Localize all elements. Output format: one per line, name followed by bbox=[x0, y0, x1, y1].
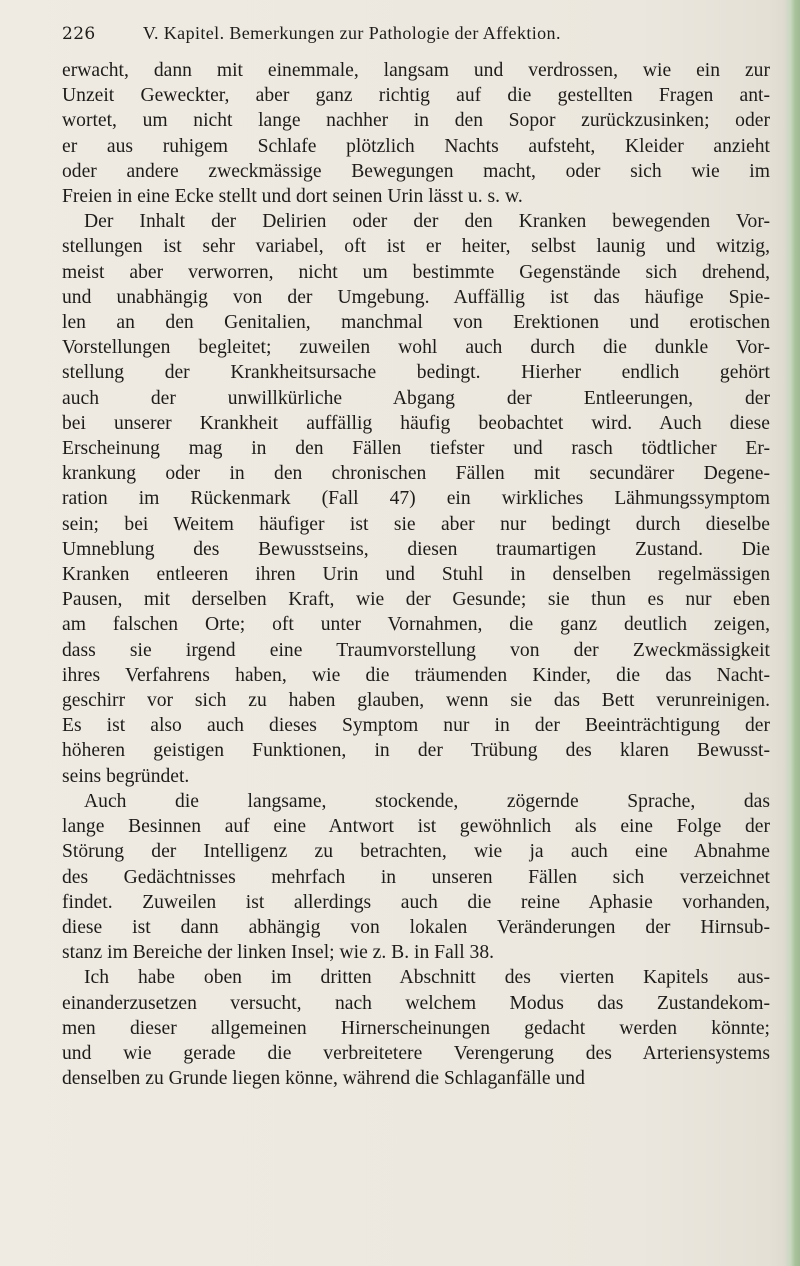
text-line: diese ist dann abhängig von lokalen Veränderungen der Hirnsub- bbox=[62, 916, 770, 938]
text-line: und wie gerade die verbreitetere Verengerung des Arteriensystems bbox=[62, 1042, 770, 1064]
text-line: men dieser allgemeinen Hirnerscheinungen gedacht werden könnte; bbox=[62, 1017, 770, 1039]
text-line: findet. Zuweilen ist allerdings auch die reine Aphasie vorhanden, bbox=[62, 891, 770, 913]
text-line: einanderzusetzen versucht, nach welchem Modus das Zustandekom- bbox=[62, 992, 770, 1014]
text-line: erwacht, dann mit einemmale, langsam und verdrossen, wie ein zur bbox=[62, 60, 770, 81]
paragraph bbox=[62, 209, 770, 789]
text-line: stanz im Bereiche der linken Insel; wie z. B. in Fall 38. bbox=[62, 942, 495, 964]
paragraph bbox=[62, 789, 770, 965]
page-number: 226 bbox=[62, 24, 96, 44]
text-line: Pausen, mit derselben Kraft, wie der Gesunde; sie thun es nur eben bbox=[62, 589, 770, 611]
text-line: Kranken entleeren ihren Urin und Stuhl in denselben regelmässigen bbox=[62, 564, 770, 586]
text-line: höheren geistigen Funktionen, in der Trübung des klaren Bewusst- bbox=[62, 740, 770, 762]
text-line: Auch die langsame, stockende, zögernde Sprache, das bbox=[84, 790, 770, 812]
text-line: ihres Verfahrens haben, wie die träumenden Kinder, die das Nacht- bbox=[62, 664, 770, 686]
paragraph bbox=[62, 58, 770, 209]
page-edge-shadow bbox=[784, 0, 800, 1266]
text-line: stellung der Krankheitsursache bedingt. Hierher endlich gehört bbox=[62, 362, 770, 384]
paragraph bbox=[62, 965, 770, 1091]
text-line: krankung oder in den chronischen Fällen mit secundärer Degene- bbox=[62, 463, 770, 485]
text-line: Störung der Intelligenz zu betrachten, wie ja auch eine Abnahme bbox=[62, 841, 770, 863]
text-line: und unabhängig von der Umgebung. Auffällig ist das häufige Spie- bbox=[62, 286, 770, 308]
text-line: Der Inhalt der Delirien oder der den Kranken bewegenden Vor- bbox=[84, 211, 770, 233]
text-line: bei unserer Krankheit auffällig häufig beobachtet wird. Auch diese bbox=[62, 412, 770, 434]
text-line: Unzeit Geweckter, aber ganz richtig auf die gestellten Fragen ant- bbox=[62, 85, 770, 107]
text-line: len an den Genitalien, manchmal von Erektionen und erotischen bbox=[62, 312, 770, 334]
text-line: auch der unwillkürliche Abgang der Entleerungen, der bbox=[62, 387, 770, 409]
text-line: dass sie irgend eine Traumvorstellung von der Zweckmässigkeit bbox=[62, 639, 770, 661]
text-line: seins begründet. bbox=[62, 765, 190, 787]
text-line: geschirr vor sich zu haben glauben, wenn sie das Bett verunreinigen. bbox=[62, 690, 770, 712]
text-line: lange Besinnen auf eine Antwort ist gewöhnlich als eine Folge der bbox=[62, 816, 770, 838]
text-line: ration im Rückenmark (Fall 47) ein wirkliches Lähmungssymptom bbox=[62, 488, 770, 510]
text-line: denselben zu Grunde liegen könne, während die Schlaganfälle und bbox=[62, 1068, 585, 1090]
text-line: wortet, um nicht lange nachher in den Sopor zurückzusinken; oder bbox=[62, 110, 770, 132]
text-line: Erscheinung mag in den Fällen tiefster und rasch tödtlicher Er- bbox=[62, 438, 770, 460]
page-header bbox=[62, 16, 762, 50]
text-line: Es ist also auch dieses Symptom nur in der Beeinträchtigung der bbox=[62, 715, 770, 737]
text-line: stellungen ist sehr variabel, oft ist er heiter, selbst launig und witzig, bbox=[62, 236, 770, 258]
running-title: V. Kapitel. Bemerkungen zur Pathologie der Affektion. bbox=[142, 23, 561, 43]
text-line: am falschen Orte; oft unter Vornahmen, die ganz deutlich zeigen, bbox=[62, 614, 770, 636]
text-line: er aus ruhigem Schlafe plötzlich Nachts aufsteht, Kleider anzieht bbox=[62, 135, 770, 157]
text-line: meist aber verworren, nicht um bestimmte Gegenstände sich drehend, bbox=[62, 261, 770, 283]
text-line: sein; bei Weitem häufiger ist sie aber nur bedingt durch dieselbe bbox=[62, 513, 770, 535]
text-line: oder andere zweckmässige Bewegungen macht, oder sich wie im bbox=[62, 160, 770, 182]
text-line: Umneblung des Bewusstseins, diesen traumartigen Zustand. Die bbox=[62, 538, 770, 560]
text-line: Ich habe oben im dritten Abschnitt des vierten Kapitels aus- bbox=[84, 967, 770, 989]
text-line: des Gedächtnisses mehrfach in unseren Fällen sich verzeichnet bbox=[62, 866, 770, 888]
body-text bbox=[62, 58, 770, 1091]
text-line: Freien in eine Ecke stellt und dort seinen Urin lässt u. s. w. bbox=[62, 186, 523, 208]
text-line: Vorstellungen begleitet; zuweilen wohl auch durch die dunkle Vor- bbox=[62, 337, 770, 359]
